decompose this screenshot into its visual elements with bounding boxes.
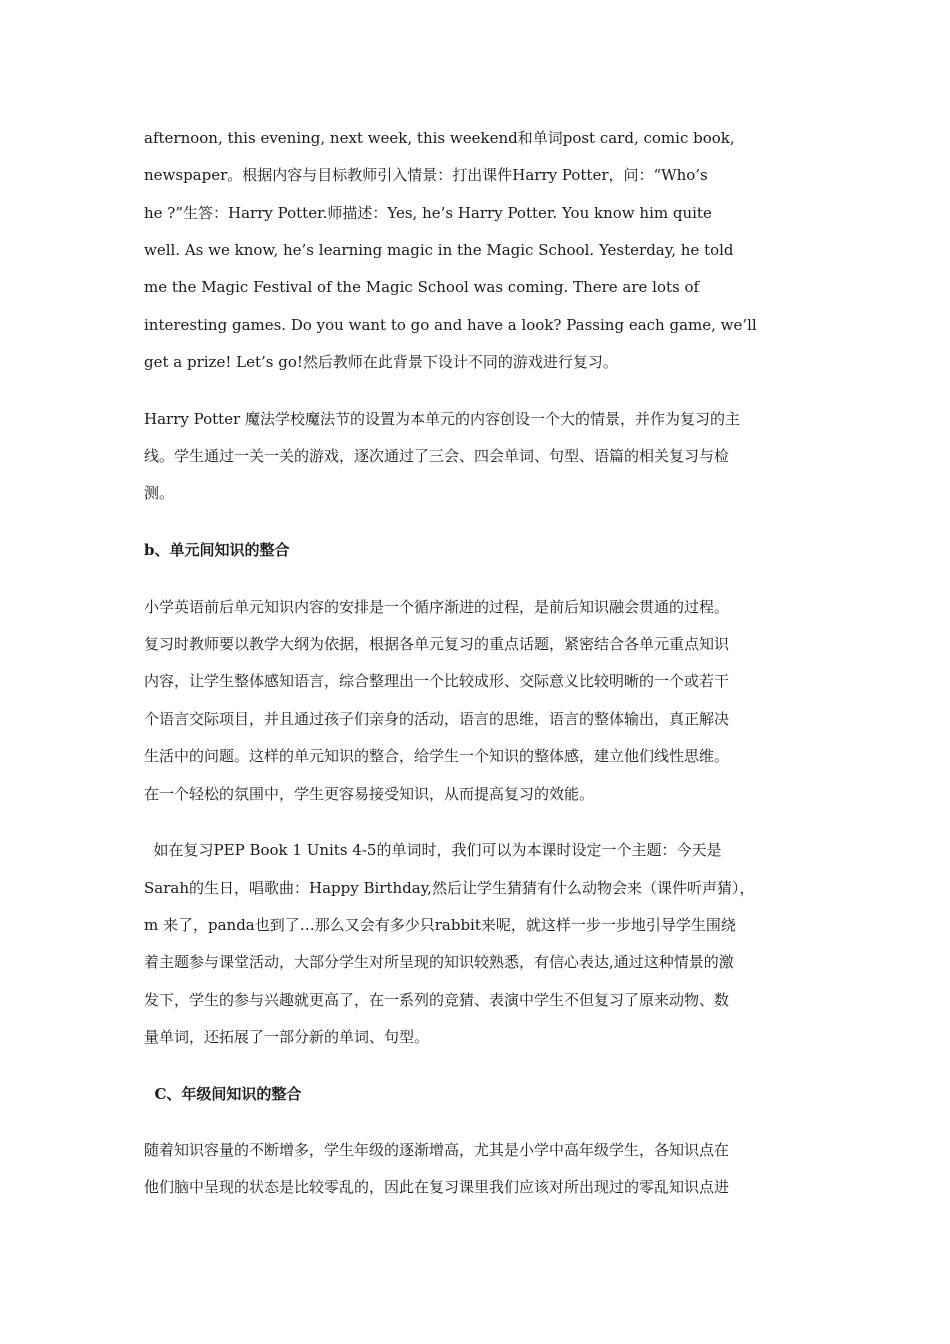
paragraph-4-line-6: 量单词，还拓展了一部分新的单词、句型。 [144,1028,430,1046]
paragraph-1-line-2: newspaper。根据内容与目标教师引入情景：打出课件Harry Potter，问：“Who’s [144,166,708,184]
paragraph-1-line-5: me the Magic Festival of the Magic School was coming. There are lots of [144,278,700,296]
paragraph-4-line-5: 发下，学生的参与兴趣就更高了，在一系列的竞猜、表演中学生不但复习了原来动物、数 [144,991,730,1009]
paragraph-3-line-4: 个语言交际项目，并且通过孩子们亲身的活动，语言的思维，语言的整体输出，真正解决 [144,710,730,728]
section-heading-b: b、单元间知识的整合 [144,541,290,559]
paragraph-3-line-1: 小学英语前后单元知识内容的安排是一个循序渐进的过程，是前后知识融会贯通的过程。 [144,598,730,616]
paragraph-3-line-5: 生活中的问题。这样的单元知识的整合，给学生一个知识的整体感，建立他们线性思维。 [144,747,730,765]
paragraph-5-line-1: 随着知识容量的不断增多，学生年级的逐渐增高，尤其是小学中高年级学生，各知识点在 [144,1141,730,1159]
paragraph-4-line-3: m 来了，panda也到了…那么又会有多少只rabbit来呢，就这样一步一步地引导学生围绕 [144,916,736,934]
paragraph-1-line-7: get a prize! Let’s go!然后教师在此背景下设计不同的游戏进行复习。 [144,353,618,371]
paragraph-1-line-4: well. As we know, he’s learning magic in the Magic School. Yesterday, he told [144,241,734,259]
paragraph-5-line-2: 他们脑中呈现的状态是比较零乱的，因此在复习课里我们应该对所出现过的零乱知识点进 [144,1178,730,1196]
paragraph-3-line-3: 内容，让学生整体感知语言，综合整理出一个比较成形、交际意义比较明晰的一个或若干 [144,672,730,690]
paragraph-1-line-6: interesting games. Do you want to go and have a look? Passing each game, we’ll [144,316,757,334]
paragraph-2-line-1: Harry Potter 魔法学校魔法节的设置为本单元的内容创设一个大的情景，并作为复习的主 [144,410,740,428]
section-heading-c: C、年级间知识的整合 [144,1085,302,1103]
paragraph-1-line-1: afternoon, this evening, next week, this weekend和单词post card, comic book, [144,129,735,147]
paragraph-2-line-3: 测。 [144,484,175,502]
paragraph-3-line-2: 复习时教师要以教学大纲为依据，根据各单元复习的重点话题，紧密结合各单元重点知识 [144,635,730,653]
paragraph-3-line-6: 在一个轻松的氛围中，学生更容易接受知识，从而提高复习的效能。 [144,785,595,803]
paragraph-1-line-3: he ?”生答：Harry Potter.师描述：Yes, he’s Harry Potter. You know him quite [144,204,712,222]
paragraph-2-line-2: 线。学生通过一关一关的游戏，逐次通过了三会、四会单词、句型、语篇的相关复习与检 [144,447,730,465]
paragraph-4-line-4: 着主题参与课堂活动，大部分学生对所呈现的知识较熟悉，有信心表达,通过这种情景的激 [144,953,734,971]
paragraph-4-line-2: Sarah的生日，唱歌曲：Happy Birthday,然后让学生猜猜有什么动物会来（课件听声猜）， [144,879,755,897]
paragraph-4-line-1: 如在复习PEP Book 1 Units 4-5的单词时，我们可以为本课时设定一个主题：今天是 [144,841,722,859]
